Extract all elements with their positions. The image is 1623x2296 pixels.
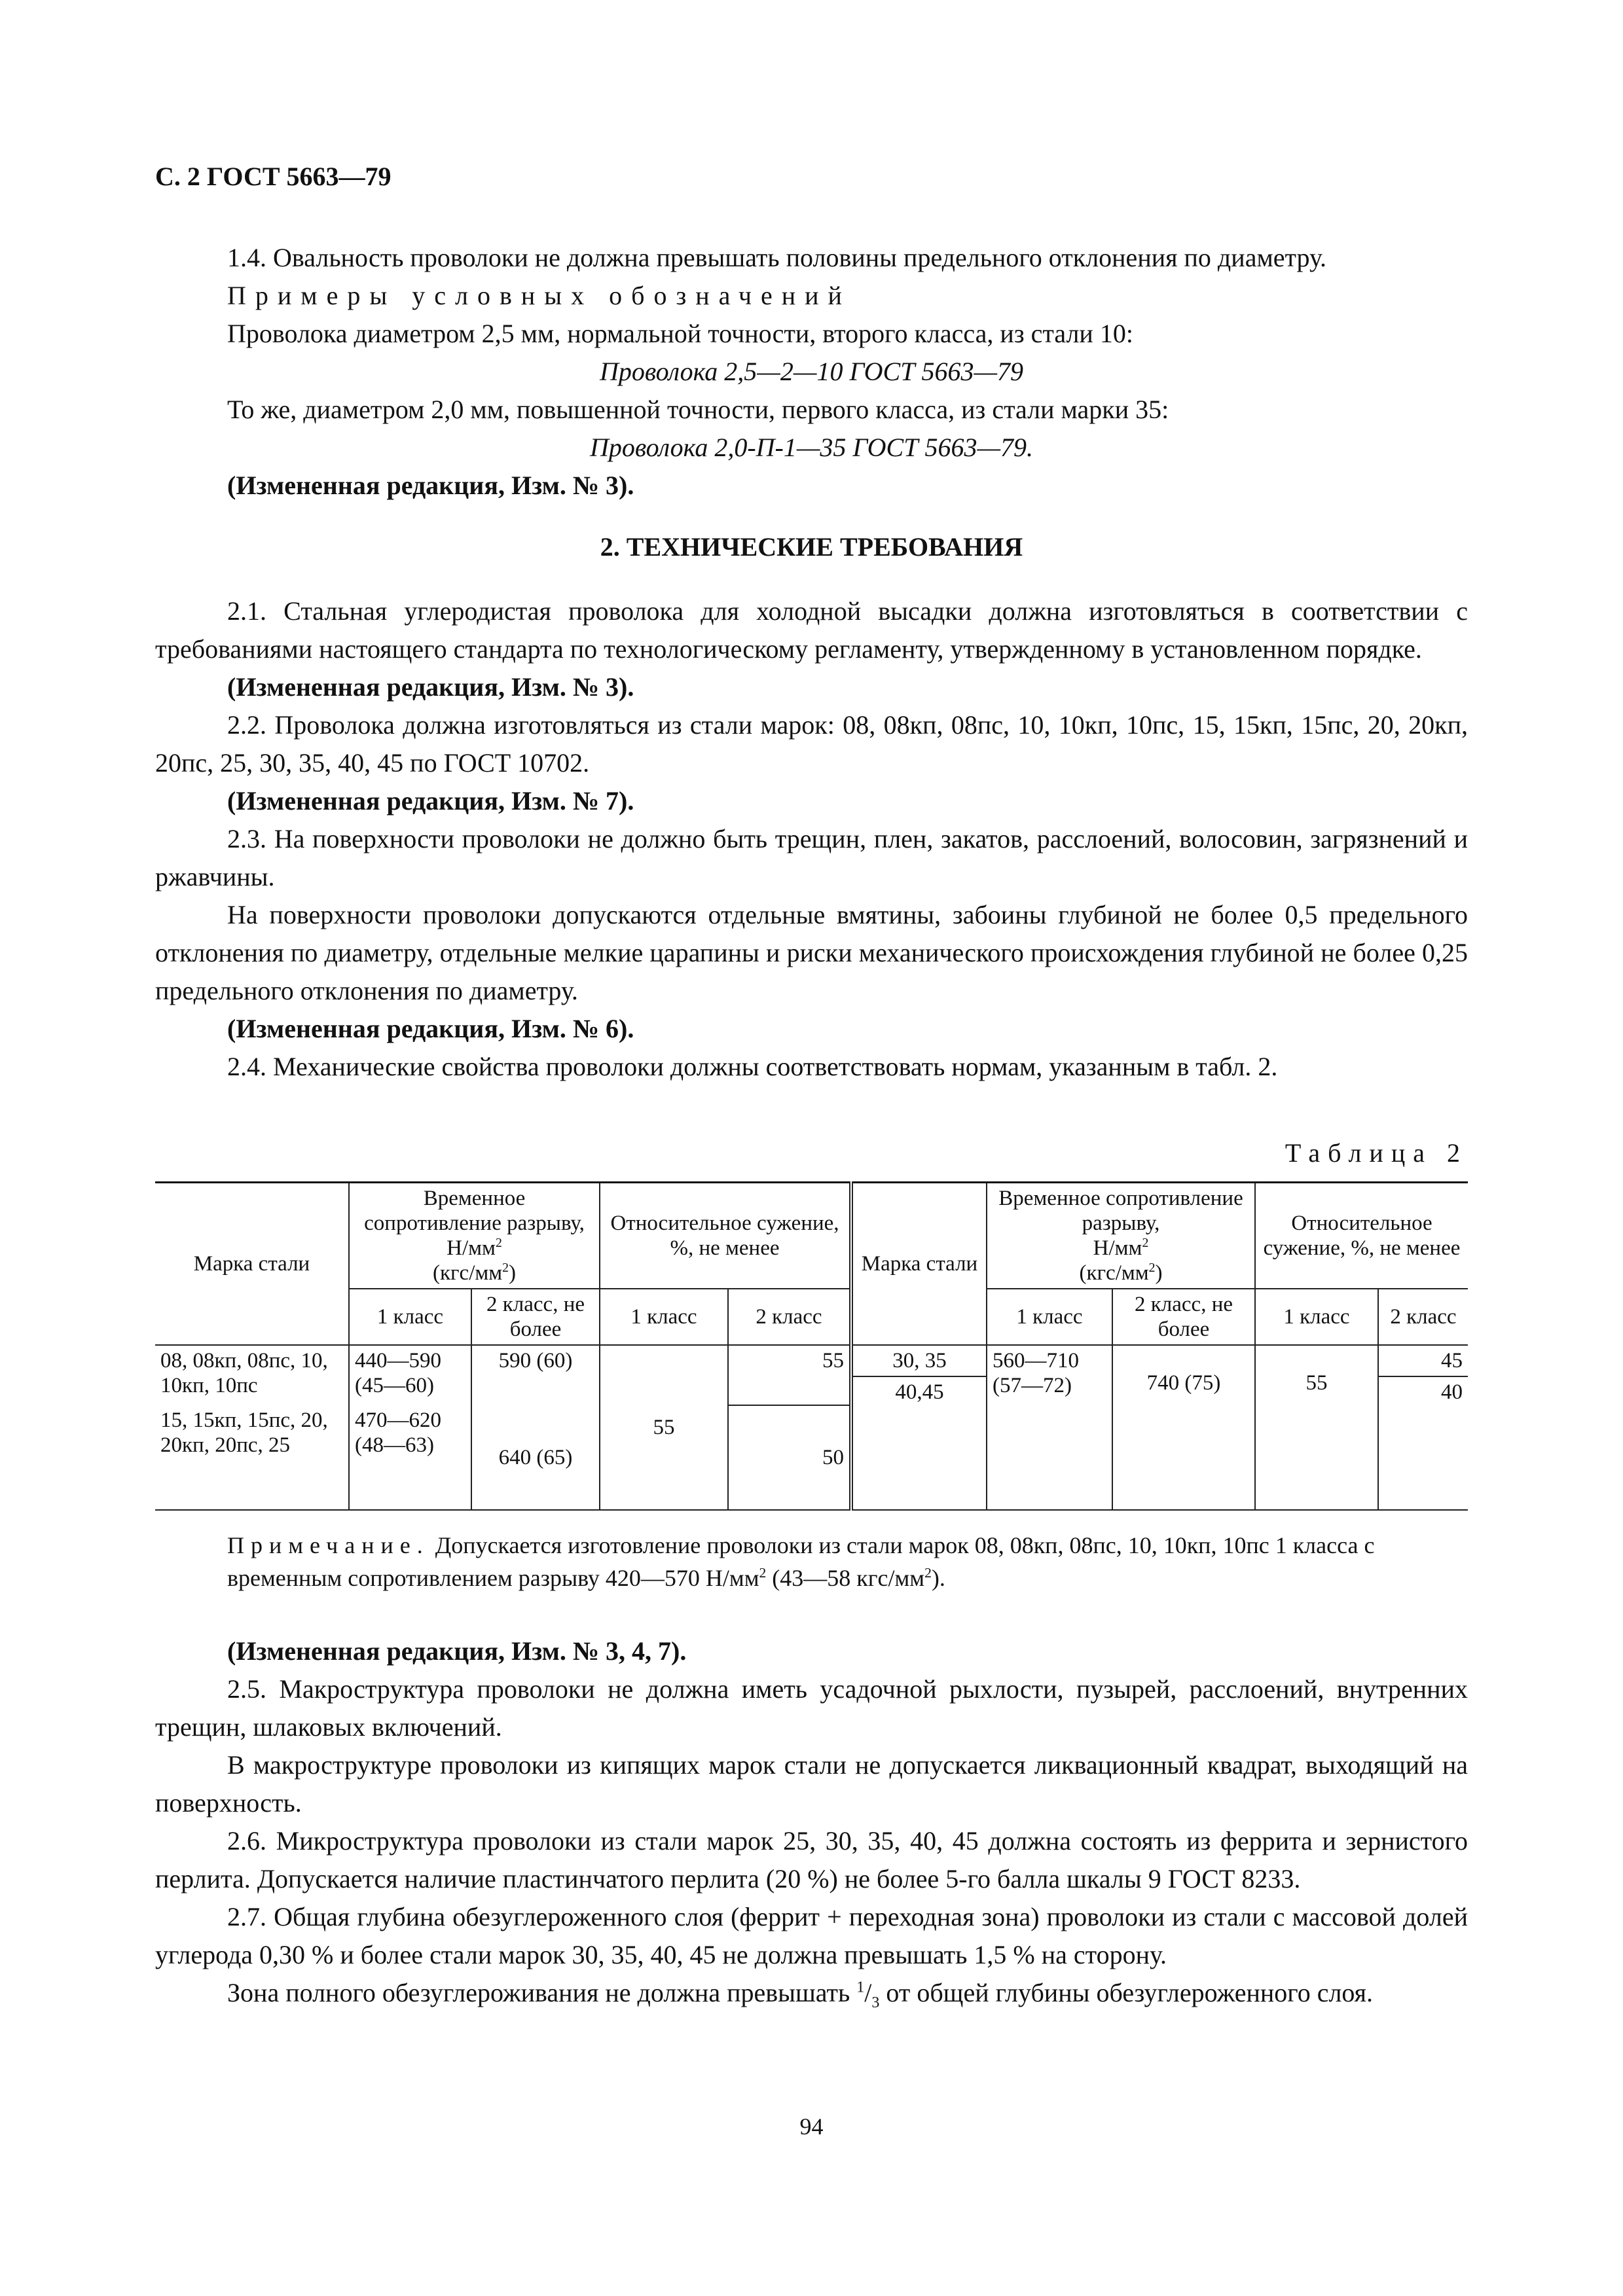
table-cell: 30, 35 [851,1345,987,1376]
table-cell: 55 [728,1345,851,1405]
paragraph-2-6: 2.6. Микроструктура проволоки из стали марок 25, 30, 35, 40, 45 должна состоять из феррита и зернистого перлита. Допускается наличие пластинчатого перлита (20 %) не более 5-го балла шкалы 9 ГОСТ 8233. [155,1826,1468,1893]
header-cell: 1 класс [349,1289,471,1345]
page-number: 94 [799,2113,824,2140]
table-cell: 590 (60) [471,1345,600,1405]
table-cell: 40,45 [851,1376,987,1510]
paragraph-2-5: 2.5. Макроструктура проволоки не должна иметь усадочной рыхлости, пузырей, расслоений, внутренних трещин, шлаковых включений. [155,1674,1468,1742]
superscript: 2 [1148,1261,1156,1275]
table-cell [1255,1345,1378,1510]
header-text: (кгс/мм [432,1261,503,1285]
paragraph-2-1: 2.1. Стальная углеродистая проволока для холодной высадки должна изготовляться в соответствии с требованиями настоящего стандарта по технологическому регламенту, утвержденному в установленном порядке. [155,596,1468,664]
header-cell: 2 класс, не более [1112,1289,1255,1345]
header-cell: Относительное сужение, %, не менее [1255,1183,1468,1289]
superscript: 2 [502,1261,509,1275]
paragraph-text: Зона полного обезуглероживания не должна превышать [227,1978,857,2007]
header-cell: Марка стали [851,1183,987,1346]
superscript: 2 [1142,1236,1149,1250]
header-cell: Относительное сужение, %, не менее [600,1183,851,1289]
table-header-row [155,1183,1468,1289]
header-text: Временное сопротивление разрыву, [998,1187,1243,1235]
paragraph-2-2: 2.2. Проволока должна изготовляться из стали марок: 08, 08кп, 08пс, 10, 10кп, 10пс, 15, 15кп, 15пс, 20, 20кп, 20пс, 25, 30, 35, 40, 45 по ГОСТ 10702. [155,710,1468,778]
table-cell: 15, 15кп, 15пс, 20, 20кп, 20пс, 25 [155,1405,349,1510]
header-cell: Марка стали [155,1183,349,1346]
example-1-code: Проволока 2,5—2—10 ГОСТ 5663—79 [599,357,1024,386]
header-cell: 1 класс [987,1289,1112,1345]
table-row [155,1345,1468,1376]
paragraph-2-7b: Зона полного обезуглероживания не должна превышать $^1/_3$ от общей глубины обезуглероженного слоя. [227,1978,1374,2011]
fraction-denominator: 3 [871,1994,880,2011]
header-text: Н/мм [447,1236,496,1260]
change-note: (Измененная редакция, Изм. № 3, 4, 7). [227,1636,687,1666]
paragraph-2-7: 2.7. Общая глубина обезуглероженного слоя (феррит + переходная зона) проволоки из стали с массовой долей углерода 0,30 % и более стали марок 30, 35, 40, 45 не должна превышать 1,5 % на сторону. [155,1902,1468,1969]
header-cell: 2 класс [728,1289,851,1345]
paragraph-2-3: 2.3. На поверхности проволоки не должно быть трещин, плен, закатов, расслоений, волосовин, загрязнений и ржавчины. [155,824,1468,891]
header-text: ) [509,1261,517,1285]
page-header: С. 2 ГОСТ 5663—79 [155,162,392,191]
examples-title: Примеры условных обозначений [227,281,851,310]
table-cell: 50 [728,1405,851,1510]
note-text: Допускается изготовление проволоки из стали марок 08, 08кп, 08пс, 10, 10кп, 10пс 1 класса с временным сопротивлением разрыву 420—570 Н/мм [227,1532,1375,1591]
paragraph-2-5b: В макроструктуре проволоки из кипящих марок стали не допускается ликвационный квадрат, выходящий на поверхность. [155,1750,1468,1818]
header-text: (кгс/мм [1079,1261,1149,1285]
change-note: (Измененная редакция, Изм. № 3). [227,471,634,500]
table-cell: 560—710 (57—72) [987,1345,1112,1510]
superscript: 2 [759,1565,767,1581]
header-text: ) [1155,1261,1163,1285]
table-note [155,1529,1468,1594]
header-text: Временное сопротивление разрыву, [364,1187,585,1235]
note-text: ). [931,1565,945,1591]
header-cell: 2 класс, не более [471,1289,600,1345]
table-cell [1112,1345,1255,1510]
change-note: (Измененная редакция, Изм. № 6). [227,1014,634,1043]
table-cell: 08, 08кп, 08пс, 10, 10кп, 10пс [155,1345,349,1405]
example-2-code: Проволока 2,0-П-1—35 ГОСТ 5663—79. [589,433,1034,462]
header-cell: 2 класс [1378,1289,1468,1345]
header-cell: 1 класс [600,1289,728,1345]
fraction-numerator: 1 [856,1979,865,1996]
change-note: (Измененная редакция, Изм. № 7). [227,786,634,816]
paragraph-1-4: 1.4. Овальность проволоки не должна превышать половины предельного отклонения по диаметру. [227,243,1326,272]
mechanical-properties-table [155,1181,1468,1511]
paragraph-text: от общей глубины обезуглероженного слоя. [879,1978,1374,2007]
table-caption: Таблица 2 [1285,1138,1468,1168]
table-cell: 470—620 (48—63) [349,1405,471,1510]
paragraph-2-4: 2.4. Механические свойства проволоки должны соответствовать нормам, указанным в табл. 2. [227,1052,1278,1081]
document-body [155,239,1468,2012]
superscript: 2 [495,1236,502,1250]
table-cell-text: 740 (75) [1146,1371,1221,1395]
header-cell [349,1183,600,1289]
superscript: 2 [924,1565,932,1581]
table-cell: 45 [1378,1345,1468,1376]
header-text: Н/мм [1093,1236,1142,1260]
paragraph-2-3b: На поверхности проволоки допускаются отдельные вмятины, забоины глубиной не более 0,5 предельного отклонения по диаметру, отдельные мелкие царапины и риски механического происхождения глубиной не более 0,25 предельного отклонения по диаметру. [155,900,1468,1005]
change-note: (Измененная редакция, Изм. № 3). [227,672,634,702]
header-cell: 1 класс [1255,1289,1378,1345]
example-1-text: Проволока диаметром 2,5 мм, нормальной точности, второго класса, из стали 10: [227,319,1133,348]
section-title: 2. ТЕХНИЧЕСКИЕ ТРЕБОВАНИЯ [600,532,1023,562]
table-cell: 440—590 (45—60) [349,1345,471,1405]
table-cell: 40 [1378,1376,1468,1510]
table-cell-text: 55 [1305,1371,1328,1395]
table-cell: 640 (65) [471,1405,600,1510]
note-label: Примечание. [227,1532,429,1558]
table-cell: 55 [600,1345,728,1510]
note-text: (43—58 кгс/мм [766,1565,925,1591]
example-2-text: То же, диаметром 2,0 мм, повышенной точности, первого класса, из стали марки 35: [227,395,1169,424]
table-subheader-row [155,1289,1468,1345]
header-cell [987,1183,1255,1289]
